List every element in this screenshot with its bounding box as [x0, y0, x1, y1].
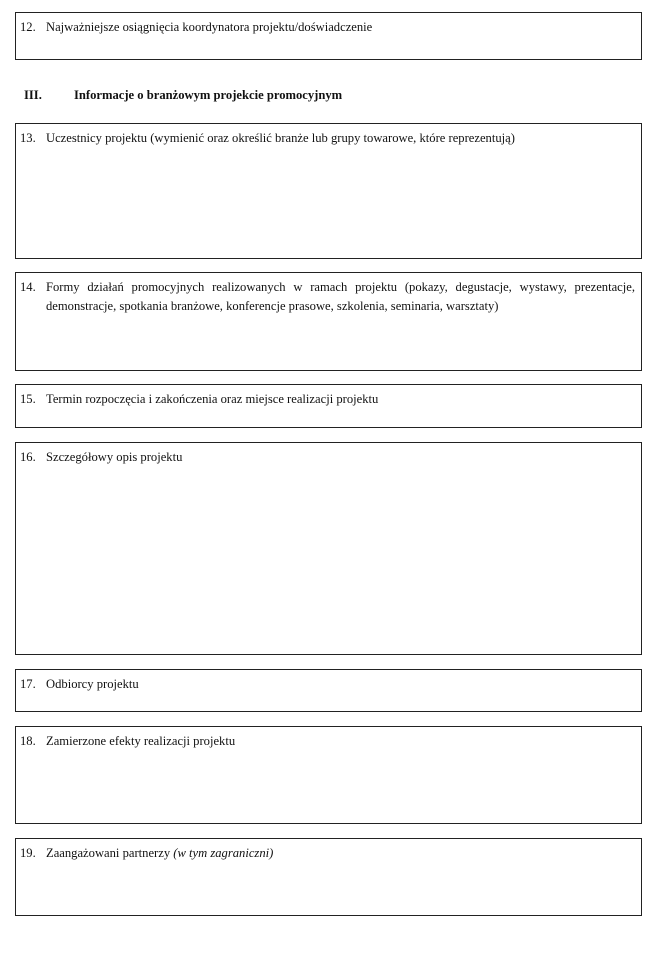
field-number: 18.: [20, 734, 36, 748]
field-label: Termin rozpoczęcia i zakończenia oraz miejsce realizacji projektu: [46, 392, 379, 406]
field-number: 14.: [20, 280, 36, 294]
field-16-box[interactable]: [15, 442, 642, 655]
field-13-box[interactable]: [15, 123, 642, 259]
field-19-box[interactable]: [15, 838, 642, 916]
field-label: Odbiorcy projektu: [46, 677, 139, 691]
field-label-wrap: [46, 844, 635, 863]
field-12-box[interactable]: [15, 12, 642, 60]
field-label: Szczegółowy opis projektu: [46, 450, 183, 464]
field-note: (w tym zagraniczni): [173, 846, 274, 860]
field-14-box[interactable]: [15, 272, 642, 371]
field-number: 16.: [20, 450, 36, 464]
section-number: III.: [24, 88, 42, 102]
field-number: 19.: [20, 846, 36, 860]
field-label: Uczestnicy projektu (wymienić oraz określić branże lub grupy towarowe, które reprezentują): [46, 131, 515, 145]
field-15-box[interactable]: [15, 384, 642, 428]
field-number: 17.: [20, 677, 36, 691]
field-number: 15.: [20, 392, 36, 406]
field-label: Zamierzone efekty realizacji projektu: [46, 734, 236, 748]
field-number: 13.: [20, 131, 36, 145]
field-17-box[interactable]: [15, 669, 642, 712]
field-label: Formy działań promocyjnych realizowanych w ramach projektu (pokazy, degustacje, wystawy, prezentacje, demonstracje, spotkania branżowe, konferencje prasowe, szkolenia, seminaria, warsztaty): [46, 280, 635, 313]
field-label: Najważniejsze osiągnięcia koordynatora projektu/doświadczenie: [46, 20, 373, 34]
section-title: Informacje o branżowym projekcie promocyjnym: [74, 88, 343, 102]
field-number: 12.: [20, 20, 36, 34]
field-label: Zaangażowani partnerzy: [46, 846, 171, 860]
field-18-box[interactable]: [15, 726, 642, 824]
section-heading: [24, 88, 342, 103]
